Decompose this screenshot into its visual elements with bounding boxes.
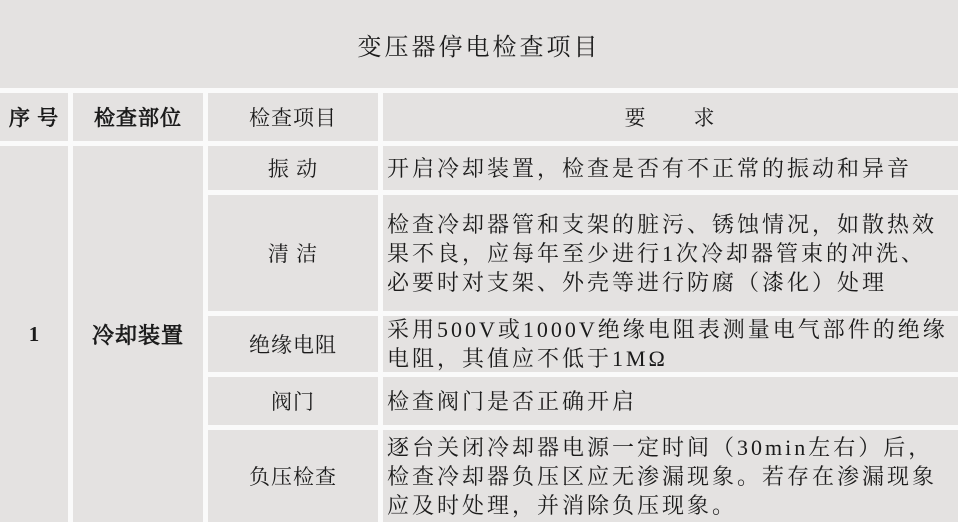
table-title-row: [0, 0, 958, 93]
item-cell-valve: 阀门: [208, 377, 378, 425]
item-cell-insulation-resistance: 绝缘电阻: [208, 316, 378, 372]
item-cell-cleaning: 清 洁: [208, 195, 378, 311]
column-header-inspection-item: 检查项目: [208, 93, 378, 141]
page-title: 变压器停电检查项目: [357, 34, 601, 61]
inspection-part-cell: 冷却装置: [73, 146, 203, 522]
inspection-table: [0, 93, 958, 522]
requirement-text: 检查阀门是否正确开启: [387, 388, 638, 414]
requirement-cell-negative-pressure-check: [383, 430, 958, 522]
column-header-requirement: 要 求: [383, 93, 958, 141]
requirement-cell-cleaning: [383, 195, 958, 311]
serial-no-cell: 1: [0, 146, 68, 522]
requirement-cell-valve: [383, 377, 958, 425]
requirement-text: 检查冷却器管和支架的脏污、锈蚀情况，如散热效果不良，应每年至少进行1次冷却器管束的冲洗、必要时对支架、外壳等进行防腐（漆化）处理: [387, 211, 938, 295]
item-cell-vibration: 振 动: [208, 146, 378, 190]
requirement-cell-insulation-resistance: [383, 316, 958, 372]
requirement-text: 逐台关闭冷却器电源一定时间（30min左右）后，检查冷却器负压区应无渗漏现象。若存在渗漏现象应及时处理，并消除负压现象。: [387, 434, 938, 518]
requirement-text: 采用500V或1000V绝缘电阻表测量电气部件的绝缘电阻，其值应不低于1MΩ: [387, 317, 948, 371]
requirement-text: 开启冷却装置，检查是否有不正常的振动和异音: [387, 155, 913, 181]
item-cell-negative-pressure-check: 负压检查: [208, 430, 378, 522]
column-header-serial-no: 序 号: [0, 93, 68, 141]
column-header-inspection-part: 检查部位: [73, 93, 203, 141]
requirement-cell-vibration: [383, 146, 958, 190]
